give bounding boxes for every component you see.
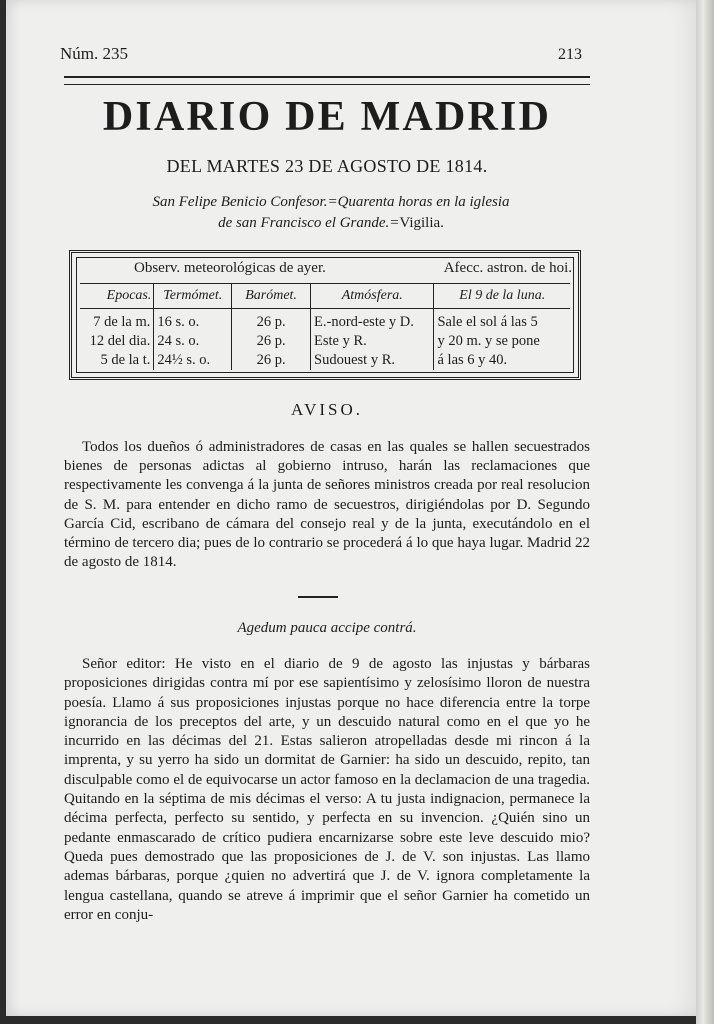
cell-luna: Sale el sol á las 5 <box>434 309 570 333</box>
cell-epoca: 12 del dia. <box>89 333 151 349</box>
cell-termometro: 24½ s. o. <box>154 351 232 370</box>
issue-number: Núm. 235 <box>60 44 128 63</box>
masthead-rule <box>64 76 590 85</box>
cell-luna: á las 6 y 40. <box>434 351 570 370</box>
saints-of-day <box>96 192 566 234</box>
letter-heading: Agedum pauca accipe contrá. <box>237 620 417 636</box>
saints-vigil: Vigilia. <box>399 215 444 231</box>
observations-box <box>69 250 581 380</box>
aviso-text: Todos los dueños ó administradores de casas en las quales se hallen secuestrados bienes de personas adictas al gobierno intruso, harán las reclamaciones que respectivamente les convenga á la junta de señores ministros creada por real resolucion de S. M. para entender en dicho ramo de secuestros, dirigiéndolas por D. Segundo García Cid, escribano de cámara del consejo real y de la junta, executándolo en el término de tercero dia; pues de lo contrario se procederá á lo que haya lugar. Madrid 22 de agosto de 1814. <box>64 439 590 571</box>
aviso-heading: AVISO. <box>290 400 363 419</box>
cell-atmosfera: Sudouest y R. <box>311 351 434 370</box>
page-number: 213 <box>558 46 582 63</box>
cell-atmosfera: E.-nord-este y D. <box>311 309 434 333</box>
saints-line-2: de san Francisco el Grande.= <box>218 215 400 231</box>
cell-barometro: 26 p. <box>232 351 311 370</box>
col-epocas: Epocas. <box>80 284 154 309</box>
cell-barometro: 26 p. <box>232 332 311 351</box>
col-luna: El 9 de la luna. <box>434 284 570 309</box>
letter-body <box>64 655 590 925</box>
col-atmosfera: Atmósfera. <box>311 284 434 309</box>
masthead-title: DIARIO DE MADRID <box>102 94 552 140</box>
cell-atmosfera: Este y R. <box>311 332 434 351</box>
table-row <box>80 332 570 351</box>
cell-epoca: 7 de la m. <box>93 314 151 330</box>
col-barometro: Barómet. <box>232 284 311 309</box>
cell-epoca: 5 de la t. <box>100 352 151 368</box>
cell-termometro: 16 s. o. <box>154 309 232 333</box>
cell-luna: y 20 m. y se pone <box>434 332 570 351</box>
table-row <box>80 351 570 370</box>
letter-text: Señor editor: He visto en el diario de 9 de agosto las injustas y bárbaras proposiciones dirigidas contra mí por ese sapientísimo y zelosísimo lloron de nuestra poesía. Llamo á sus proposiciones injustas porque no hace diferencia entre la torpe ignorancia de los preceptos del arte, y un descuido natural como en el que yo he incurrido en las décimas del 21. Estas salieron atropelladas desde mi rincon á la imprenta, y su yerro ha sido un dormitat de Garnier: ha sido un descuido, repito, tan disculpable como el de equivocarse un actor famoso en la declamacion de una tragedia. Quitando en la séptima de mis décimas el verso: A tu justa indignacion, permanece la décima perfecta, perfecto su sentido, y perfecta en su invencion. ¿Quién sino un pedante enmascarado de crítico pudiera encarnizarse sobre este leve descuido mio? Queda pues demostrado que las proposiciones de J. de V. son injustas. Las llamo ademas bárbaras, porque ¿quien no advertirá que J. de V. ignora completamente la lengua castellana, quando se atreve á imprimir que el señor Garnier ha cometido un error en conju- <box>64 656 590 923</box>
cell-termometro: 24 s. o. <box>154 332 232 351</box>
saints-line-1: San Felipe Benicio Confesor.=Quarenta horas en la iglesia <box>152 194 510 210</box>
cell-barometro: 26 p. <box>232 309 311 333</box>
astronomy-heading: Afecc. astron. de hoi. <box>443 260 572 276</box>
section-divider <box>298 596 338 598</box>
col-termometro: Termómet. <box>154 284 232 309</box>
date-line: DEL MARTES 23 DE AGOSTO DE 1814. <box>166 156 488 176</box>
observations-table <box>80 283 570 370</box>
table-row <box>80 309 570 333</box>
observations-heading: Observ. meteorológicas de ayer. <box>134 260 326 276</box>
newspaper-page <box>6 0 696 1016</box>
page-edge <box>696 0 714 1024</box>
